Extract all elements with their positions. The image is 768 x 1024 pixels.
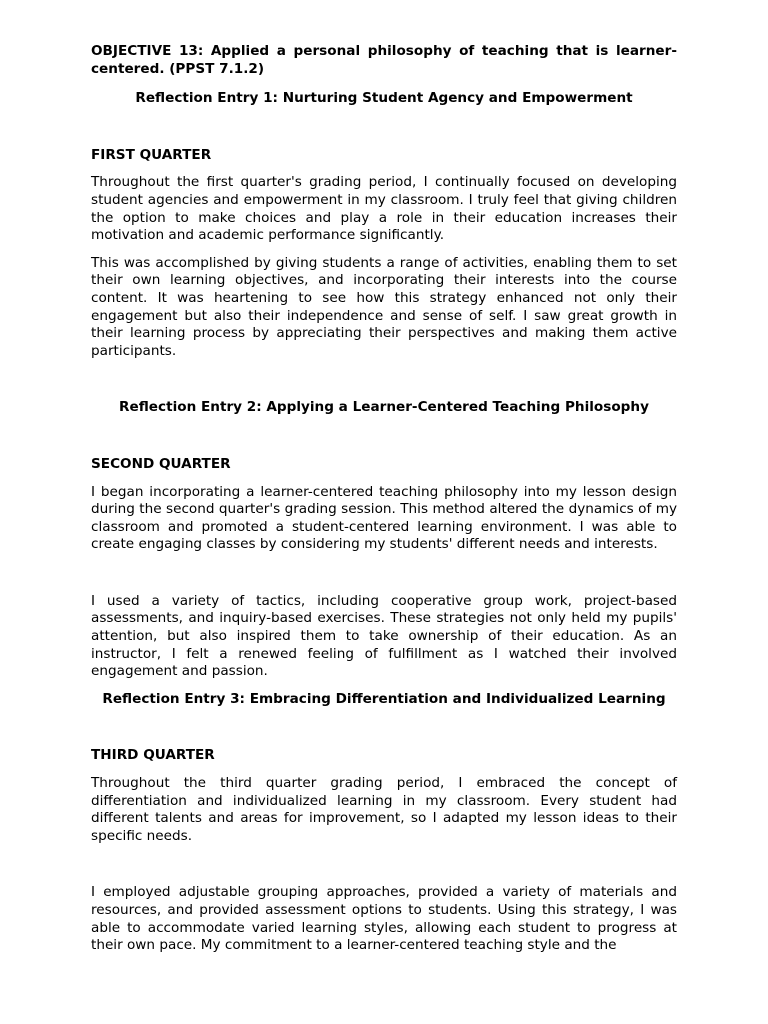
entry-1-paragraph-1: Throughout the first quarter's grading period, I continually focused on developing student agencies and empowerment in my classroom. I truly feel that giving children the option to make choices and play a role in their education increases their motivation and academic performance significantly. <box>91 174 677 244</box>
second-quarter-heading: SECOND QUARTER <box>91 455 231 472</box>
objective-heading: OBJECTIVE 13: Applied a personal philosophy of teaching that is learner-centered. (PPST 7.1.2) <box>91 43 677 77</box>
third-quarter-heading: THIRD QUARTER <box>91 747 215 764</box>
reflection-entry-3-title: Reflection Entry 3: Embracing Differentiation and Individualized Learning <box>102 690 666 707</box>
entry-3-paragraph-2: I employed adjustable grouping approaches, provided a variety of materials and resources, and provided assessment options to students. Using this strategy, I was able to accommodate varied learning styles, allowing each student to progress at their own pace. My commitment to a learner-centered teaching style and the <box>91 884 677 954</box>
reflection-entry-1-title: Reflection Entry 1: Nurturing Student Agency and Empowerment <box>135 90 633 107</box>
entry-2-paragraph-2: I used a variety of tactics, including cooperative group work, project-based assessments, and inquiry-based exercises. These strategies not only held my pupils' attention, but also inspired them to take ownership of their education. As an instructor, I felt a renewed feeling of fulfillment as I watched their involved engagement and passion. <box>91 592 677 680</box>
first-quarter-heading: FIRST QUARTER <box>91 146 212 163</box>
reflection-entry-2-title: Reflection Entry 2: Applying a Learner-Centered Teaching Philosophy <box>119 399 649 416</box>
entry-3-paragraph-1: Throughout the third quarter grading period, I embraced the concept of differentiation and individualized learning in my classroom. Every student had different talents and areas for improvement, so I adapted my lesson ideas to their specific needs. <box>91 775 677 844</box>
document-page <box>91 43 677 955</box>
entry-1-paragraph-2: This was accomplished by giving students a range of activities, enabling them to set their own learning objectives, and incorporating their interests into the course content. It was heartening to see how this strategy enhanced not only their engagement but also their independence and sense of self. I saw great growth in their learning process by appreciating their perspectives and making them active participants. <box>91 254 677 359</box>
entry-2-paragraph-1: I began incorporating a learner-centered teaching philosophy into my lesson design during the second quarter's grading session. This method altered the dynamics of my classroom and promoted a student-centered learning environment. I was able to create engaging classes by considering my students' different needs and interests. <box>91 483 677 553</box>
